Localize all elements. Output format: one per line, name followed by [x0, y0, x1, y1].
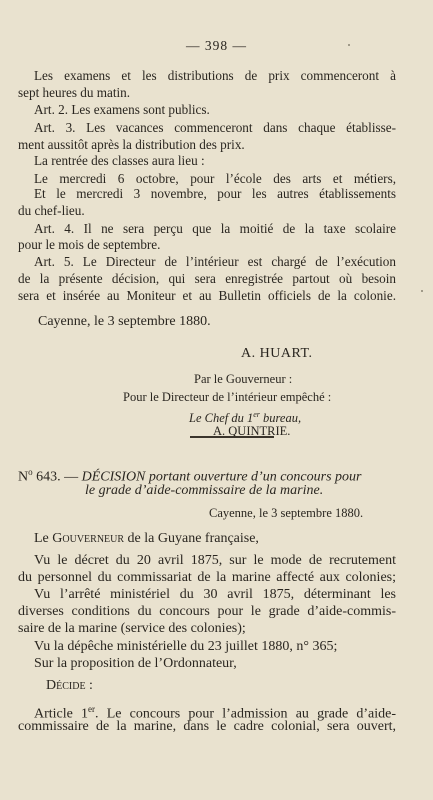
- body-line: Vu le décret du 20 avril 1875, sur le mode de recrutement: [34, 553, 396, 568]
- body-line: du personnel du commissariat de la marine affecté aux colonies;: [18, 570, 396, 585]
- article-line: Article 1er. Le concours pour l’admission au grade d’aide-: [34, 704, 396, 722]
- body-line: Le mercredi 6 octobre, pour l’école des arts et métiers,: [34, 171, 396, 186]
- print-speck: [421, 290, 423, 292]
- body-line: Vu la dépêche ministérielle du 23 juillet 1880, n° 365;: [34, 639, 338, 654]
- body-line: sera et insérée au Moniteur et au Bulletin officiels de la colonie.: [18, 288, 396, 303]
- body-line: Art. 5. Le Directeur de l’intérieur est chargé de l’exécution: [34, 254, 396, 269]
- signature-quintrie: A. QUINTRIE.: [213, 424, 291, 438]
- gouverneur-line: Le Gouverneur de la Guyane française,: [34, 531, 259, 546]
- body-line: Art. 3. Les vacances commenceront dans chaque établisse-: [34, 120, 396, 135]
- body-line: ment aussitôt après la distribution des prix.: [18, 137, 245, 152]
- body-line: de la présente décision, qui sera enregistrée partout où besoin: [18, 271, 396, 286]
- section-divider: [190, 436, 274, 438]
- body-line: pour le mois de septembre.: [18, 237, 161, 252]
- body-line: Vu l’arrêté ministériel du 30 avril 1875, déterminant les: [34, 587, 396, 602]
- body-line: Et le mercredi 3 novembre, pour les autres établissements: [34, 186, 396, 201]
- article-line2: commissaire de la marine, dans le cadre colonial, sera ouvert,: [18, 719, 396, 734]
- signature-for-director: Pour le Directeur de l’intérieur empêché :: [123, 390, 332, 404]
- body-line: Les examens et les distributions de prix commenceront à: [34, 68, 396, 83]
- dateline: Cayenne, le 3 septembre 1880.: [38, 314, 211, 329]
- body-line: Art. 2. Les examens sont publics.: [34, 102, 210, 117]
- page-number: — 398 —: [186, 38, 247, 53]
- body-line: sept heures du matin.: [18, 85, 131, 100]
- decision-heading: $N^o$ 643. — DÉCISION portant ouverture d’un concours pour: [18, 467, 362, 485]
- body-line: diverses conditions du concours pour le grade d’aide-commis-: [18, 604, 396, 619]
- dateline: Cayenne, le 3 septembre 1880.: [209, 506, 364, 520]
- body-line: Art. 4. Il ne sera perçu que la moitié de la taxe scolaire: [34, 221, 396, 236]
- print-speck: [348, 44, 350, 46]
- body-line: Sur la proposition de l’Ordonnateur,: [34, 656, 237, 671]
- body-line: saire de la marine (service des colonies);: [18, 621, 246, 636]
- body-line: La rentrée des classes aura lieu :: [34, 153, 205, 168]
- signature-name: A. HUART.: [241, 346, 313, 361]
- decision-heading-line2: le grade d’aide-commissaire de la marine.: [85, 483, 324, 498]
- body-line: du chef-lieu.: [18, 203, 85, 218]
- decide-heading: Décide :: [46, 678, 93, 693]
- signature-chef: Le Chef du 1er bureau,: [189, 410, 302, 426]
- signature-for-governor: Par le Gouverneur :: [194, 372, 293, 386]
